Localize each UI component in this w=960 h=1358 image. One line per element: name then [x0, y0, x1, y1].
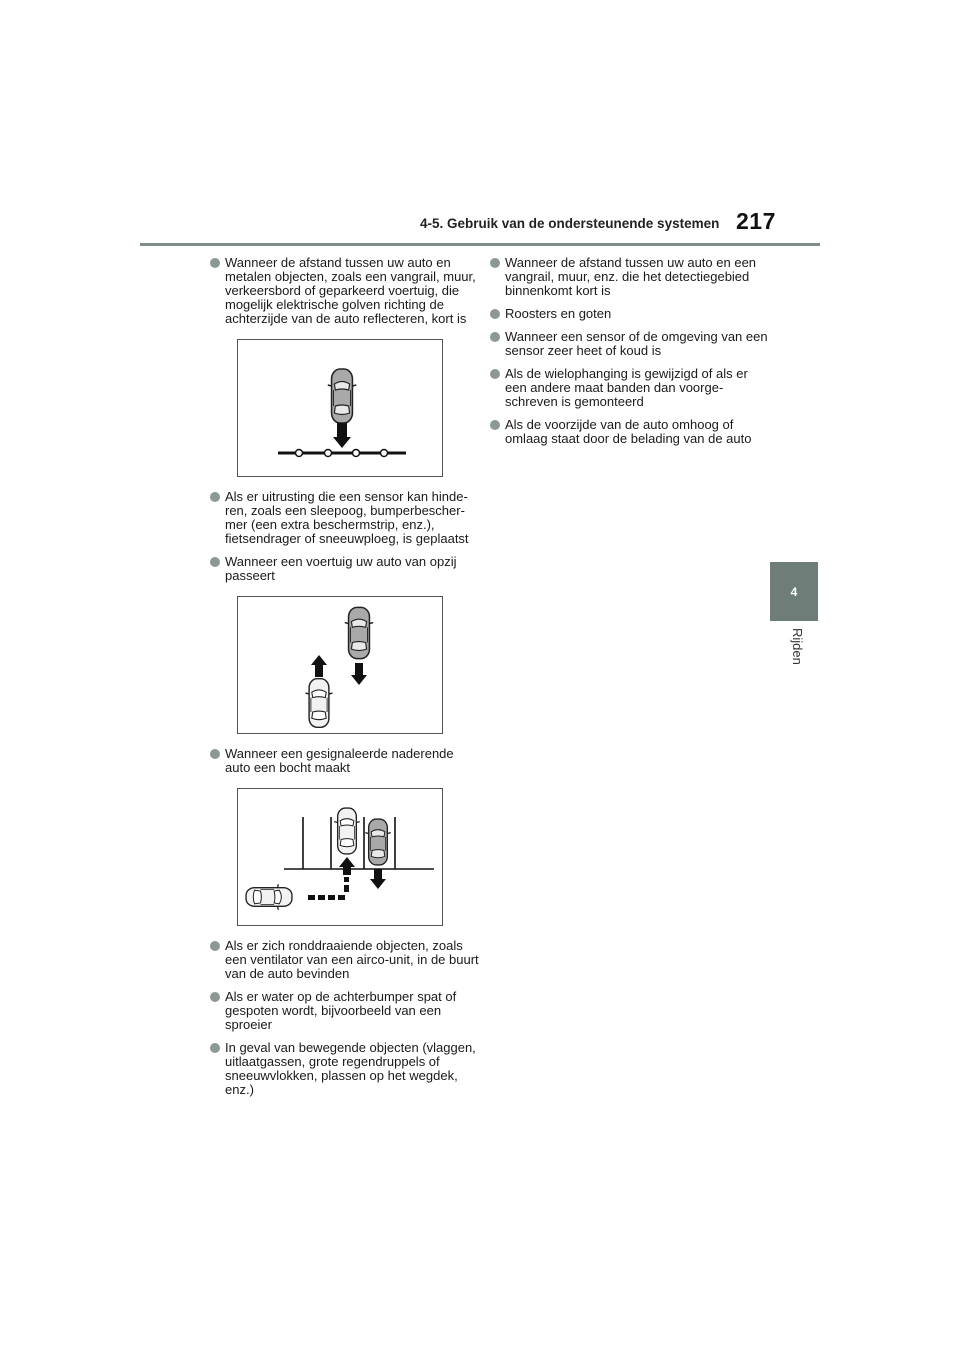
bullet-icon [490, 332, 500, 342]
list-item-text: Wanneer een sensor of de omgeving van een sensor zeer heet of koud is [505, 329, 768, 358]
list-item-text: Wanneer een voertuig uw auto van opzij passeert [225, 554, 457, 583]
list-item-text: Als er uitrusting die een sensor kan hinderen, zoals een sleepoog, bumperbeschermer (een extra beschermstrip, enz.), fietsendrager of sneeuwploeg, is geplaatst [225, 489, 469, 546]
chapter-label: Rijden [790, 628, 805, 665]
right-column [490, 256, 770, 455]
list-item-text: Als de voorzijde van de auto omhoog of omlaag staat door de belading van de auto [505, 417, 752, 446]
figure-reflecting-wall-graphic [238, 340, 442, 476]
list-item [490, 256, 770, 298]
bullet-icon [490, 369, 500, 379]
list-item [210, 939, 480, 981]
bullet-icon [490, 420, 500, 430]
list-item-text: Als er zich ronddraaiende objecten, zoals een ventilator van een airco-unit, in de buurt van de auto bevinden [225, 938, 479, 981]
figure-passing-vehicle-graphic [238, 597, 442, 733]
bullet-icon [210, 1043, 220, 1053]
list-item [490, 330, 770, 358]
list-item [210, 256, 480, 326]
list-item [210, 1041, 480, 1097]
chapter-tab [770, 562, 818, 621]
figure-passing-vehicle [237, 596, 443, 734]
bullet-icon [210, 258, 220, 268]
bullet-icon [210, 749, 220, 759]
left-column [210, 256, 480, 1106]
figure-reflecting-wall [237, 339, 443, 477]
figure-turning-vehicle-graphic [238, 789, 442, 925]
list-item [210, 555, 480, 583]
bullet-icon [210, 492, 220, 502]
list-item [210, 990, 480, 1032]
page-number: 217 [736, 208, 776, 234]
header-rule [140, 243, 820, 246]
list-item-text: Als de wielophanging is gewijzigd of als er een andere maat banden dan voorgeschreven is gemonteerd [505, 366, 748, 409]
list-item [210, 747, 480, 775]
list-item-text: Wanneer een gesignaleerde naderende auto een bocht maakt [225, 746, 454, 775]
bullet-icon [210, 992, 220, 1002]
list-item [210, 490, 480, 546]
list-item-text: Wanneer de afstand tussen uw auto en metalen objecten, zoals een vangrail, muur, verkeersbord of geparkeerd voertuig, die mogelijk elektrische golven richting de achterzijde van de auto reflecteren, kort is [225, 255, 476, 326]
list-item-text: Wanneer de afstand tussen uw auto en een vangrail, muur, enz. die het detectiegebied binnenkomt kort is [505, 255, 757, 298]
list-item-text: Roosters en goten [505, 306, 612, 321]
bullet-icon [490, 309, 500, 319]
list-item [490, 307, 770, 321]
figure-turning-vehicle [237, 788, 443, 926]
section-title: 4-5. Gebruik van de ondersteunende systemen [420, 216, 720, 231]
bullet-icon [490, 258, 500, 268]
list-item [490, 418, 770, 446]
bullet-icon [210, 557, 220, 567]
bullet-icon [210, 941, 220, 951]
list-item-text: Als er water op de achterbumper spat of gespoten wordt, bijvoorbeeld van een sproeier [225, 989, 457, 1032]
chapter-number: 4 [790, 584, 798, 599]
list-item-text: In geval van bewegende objecten (vlaggen, uitlaatgassen, grote regendruppels of sneeuwvlokken, plassen op het wegdek, enz.) [225, 1040, 476, 1097]
list-item [490, 367, 770, 409]
